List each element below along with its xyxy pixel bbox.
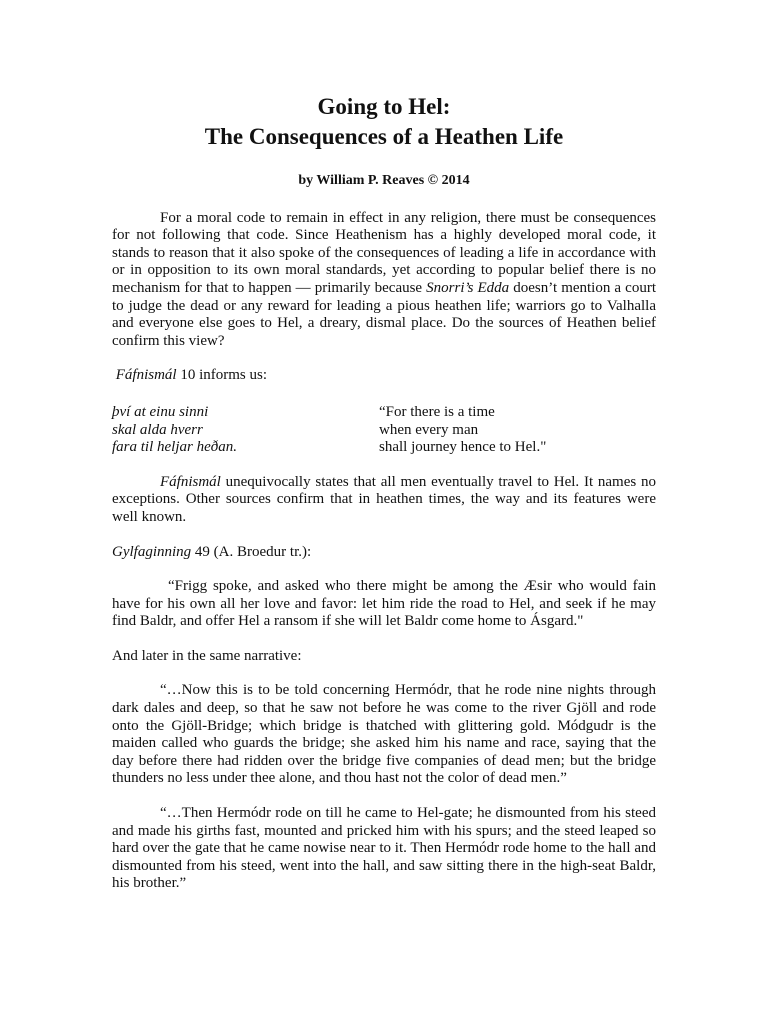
gylfaginning-intro-text: 49 (A. Broedur tr.):: [191, 543, 312, 560]
fafnismal-title: Fáfnismál: [115, 367, 177, 384]
intro-emphasis: Snorri’s Edda: [426, 279, 510, 296]
gylfaginning-intro: [112, 544, 656, 562]
poem-original: [112, 404, 379, 457]
later-narrative-note: And later in the same narrative:: [112, 647, 302, 664]
fafnismal-title: Fáfnismál: [160, 473, 221, 490]
fafnismal-intro: [112, 367, 656, 385]
title-line-1: Going to Hel:: [317, 94, 451, 119]
document-title: [112, 92, 656, 152]
quote-hermodr-helgate: “…Then Hermódr rode on till he came to Hel-gate; he dismounted from his steed and made his girths fast, mounted and pricked him with his spurs; and the steed leaped so hard over the gate that he came nowise near to it. Then Hermódr rode home to the hall and dismounted from his steed, went into the hall, and saw sitting there in the high-seat Baldr, his brother.”: [112, 805, 656, 892]
quote-hermodr-bridge: “…Now this is to be told concerning Hermódr, that he rode nine nights through dark dales and deep, so that he saw not before he was come to the river Gjöll and rode onto the Gjöll-Bridge; which bridge is thatched with glittering gold. Módgudr is the maiden called who guards the bridge; she asked him his name and race, saying that the day before there had ridden over the bridge five companies of dead men; but the bridge thunders no less under thee alone, and thou hast not the color of dead men.”: [112, 682, 656, 787]
gylfaginning-title: Gylfaginning: [112, 543, 192, 560]
poem-original-line: skal alda hverr: [112, 421, 203, 438]
fafnismal-intro-text: 10 informs us:: [176, 367, 268, 384]
poem-translation-line: shall journey hence to Hel.": [379, 439, 547, 456]
fafnismal-commentary: [112, 474, 656, 527]
title-line-2: The Consequences of a Heathen Life: [204, 124, 564, 149]
poem-block: [112, 404, 656, 457]
poem-translation: [379, 404, 656, 457]
fafnismal-commentary-text: unequivocally states that all men eventually travel to Hel. It names no exceptions. Other sources confirm that in heathen times, the way and its features were well known.: [112, 473, 656, 525]
document-page: [112, 92, 656, 893]
intro-text-a: For a moral code to remain in effect in any religion, there must be consequences for not following that code. Since Heathenism has a highly developed moral code, it stands to reason that it also spoke of the consequences of leading a life in accordance with or in opposition to its own moral standards, yet according to popular belief there is no mechanism for that to happen — primarily because: [112, 209, 656, 296]
author-byline: by William P. Reaves © 2014: [298, 173, 470, 188]
quote-frigg: “Frigg spoke, and asked who there might be among the Æsir who would fain have for his own all her love and favor: let him ride the road to Hel, and seek if he may find Baldr, and offer Hel a ransom if she will let Baldr come home to Ásgard.": [112, 578, 656, 630]
poem-original-line: fara til heljar heðan.: [112, 439, 237, 456]
intro-paragraph: [112, 210, 656, 351]
poem-translation-line: when every man: [379, 421, 479, 438]
intro-text-b: doesn’t mention a court to judge the dead or any reward for leading a pious heathen life; warriors go to Valhalla and everyone else goes to Hel, a dreary, dismal place. Do the sources of Heathen belief confirm this view?: [112, 279, 656, 349]
poem-translation-line: “For there is a time: [379, 403, 495, 420]
poem-original-line: því at einu sinni: [112, 403, 209, 420]
